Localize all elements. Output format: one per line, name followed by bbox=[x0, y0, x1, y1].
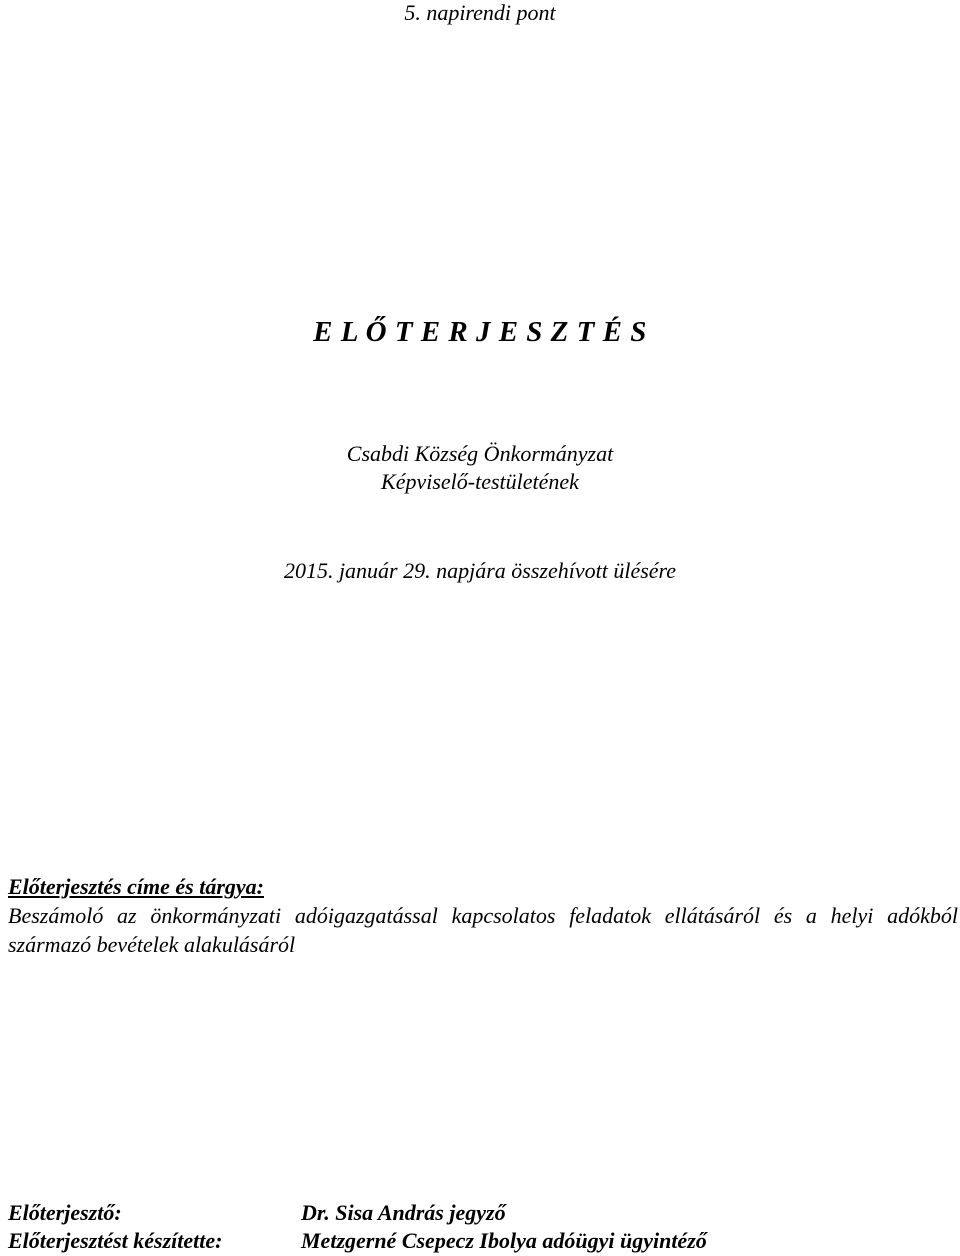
agenda-item-label: 5. napirendi pont bbox=[404, 0, 556, 25]
subject-text: Beszámoló az önkormányzati adóigazgatással kapcsolatos feladatok ellátásáról és a helyi adókból származó bevételek alakulásáról bbox=[8, 903, 958, 957]
addressee-line-2: Képviselő-testületének bbox=[381, 469, 579, 494]
prepared-by-value: Metzgerné Csepecz Ibolya adóügyi ügyintéző bbox=[301, 1228, 707, 1253]
presenter-label: Előterjesztő: bbox=[8, 1200, 122, 1225]
document-title: E L Ő T E R J E S Z T É S bbox=[313, 316, 647, 348]
addressee-block bbox=[0, 440, 960, 496]
presenter-row bbox=[8, 1199, 958, 1227]
prepared-by-label: Előterjesztést készítette: bbox=[8, 1228, 223, 1253]
prepared-by-row bbox=[8, 1227, 958, 1255]
meeting-date: 2015. január 29. napjára összehívott ülésére bbox=[283, 558, 677, 583]
footer-block bbox=[8, 1199, 958, 1255]
presenter-value: Dr. Sisa András jegyző bbox=[301, 1200, 506, 1225]
subject-heading: Előterjesztés címe és tárgya: bbox=[8, 874, 265, 899]
addressee-line-1: Csabdi Község Önkormányzat bbox=[346, 441, 614, 466]
subject-block bbox=[8, 872, 958, 959]
